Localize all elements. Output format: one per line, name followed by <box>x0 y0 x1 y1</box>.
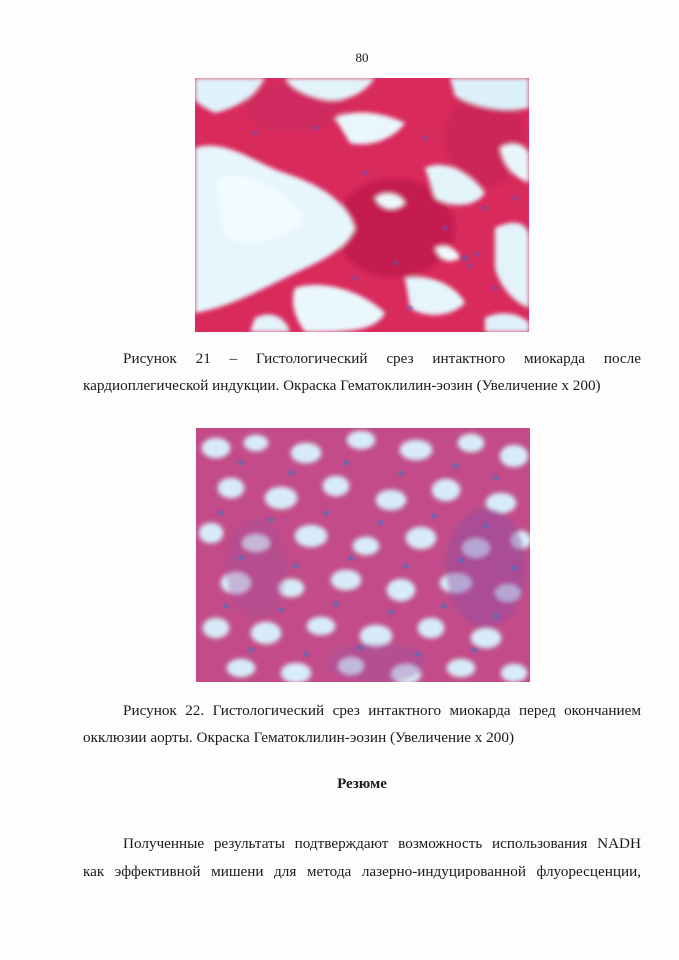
micrograph-image <box>195 78 529 332</box>
summary-paragraph <box>83 830 641 886</box>
paragraph-line: как эффективной мишени для метода лазерно-индуцированной флуоресценции, <box>83 863 641 880</box>
section-heading: Резюме <box>337 776 387 792</box>
figure-22-caption <box>83 697 641 751</box>
micrograph-image <box>196 428 530 682</box>
caption-line: Рисунок 22. Гистологический срез интактного миокарда перед окончанием <box>123 702 641 719</box>
caption-line: Рисунок 21 – Гистологический срез интактного миокарда после <box>123 350 641 367</box>
caption-line: окклюзии аорты. Окраска Гематоклилин-эозин (Увеличение х 200) <box>83 729 515 746</box>
page-number: 80 <box>355 50 369 65</box>
figure-22-micrograph <box>196 428 530 682</box>
paragraph-line: Полученные результаты подтверждают возможность использования NADH <box>123 835 641 852</box>
figure-21-micrograph <box>195 78 529 332</box>
figure-21-caption <box>83 345 641 399</box>
caption-line: кардиоплегической индукции. Окраска Гематоклилин-эозин (Увеличение х 200) <box>83 377 601 394</box>
